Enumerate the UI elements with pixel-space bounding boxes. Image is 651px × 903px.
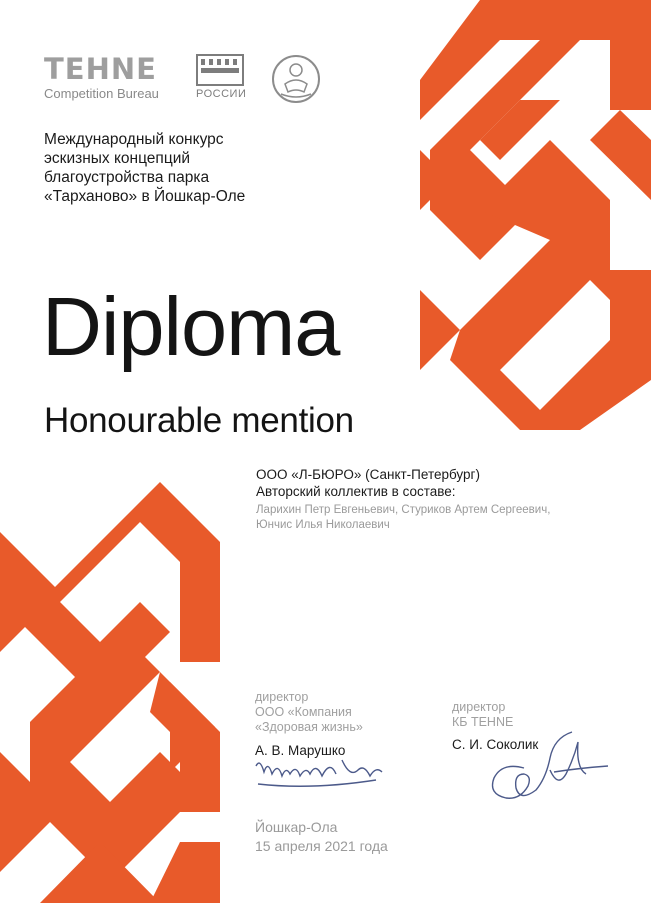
award-title: Honourable mention (44, 401, 354, 440)
architects-union-emblem (196, 54, 244, 86)
signature-left (252, 752, 392, 794)
seal-logo (271, 54, 321, 104)
team-members-line: Ларихин Петр Евгеньевич, Стуриков Артем Сергеевич, (256, 504, 551, 516)
winner-block (256, 466, 480, 500)
team-members (256, 503, 586, 533)
signatory-role: директор (255, 690, 309, 704)
team-label: Авторский коллектив в составе: (256, 484, 456, 499)
signature-right (484, 728, 614, 808)
tehne-logo-subtitle: Competition Bureau (44, 86, 159, 101)
signatory-role: директор (452, 700, 506, 714)
diploma-heading: Diploma (42, 280, 340, 373)
contest-title-line: «Тарханово» в Йошкар-Оле (44, 188, 246, 205)
place-city: Йошкар-Ола (255, 819, 338, 835)
contest-title-line: эскизных концепций (44, 150, 191, 167)
contest-title (44, 130, 304, 206)
winner-org: ООО «Л-БЮРО» (Санкт-Петербург) (256, 467, 480, 482)
signatory-company: КБ TEHNE (452, 715, 514, 729)
place-date-text: 15 апреля 2021 года (255, 838, 388, 854)
signatory-name: С. И. Соколик (452, 737, 539, 752)
contest-title-line: благоустройства парка (44, 169, 210, 186)
tehne-logo-word: TEHNE (44, 52, 157, 86)
tehne-logo (44, 54, 159, 101)
architects-union-logo (196, 54, 247, 102)
place-date (255, 818, 388, 856)
team-members-line: Юнчис Илья Николаевич (256, 519, 390, 531)
signatory-name: А. В. Марушко (255, 743, 346, 758)
architects-union-caption: РОССИИ (196, 88, 247, 100)
contest-title-line: Международный конкурс (44, 131, 224, 148)
signatory-left (255, 690, 363, 758)
signatory-company: «Здоровая жизнь» (255, 720, 363, 734)
ornament-bottom-left (0, 482, 220, 903)
signatory-company: ООО «Компания (255, 705, 352, 719)
ornament-top-right (420, 0, 651, 430)
